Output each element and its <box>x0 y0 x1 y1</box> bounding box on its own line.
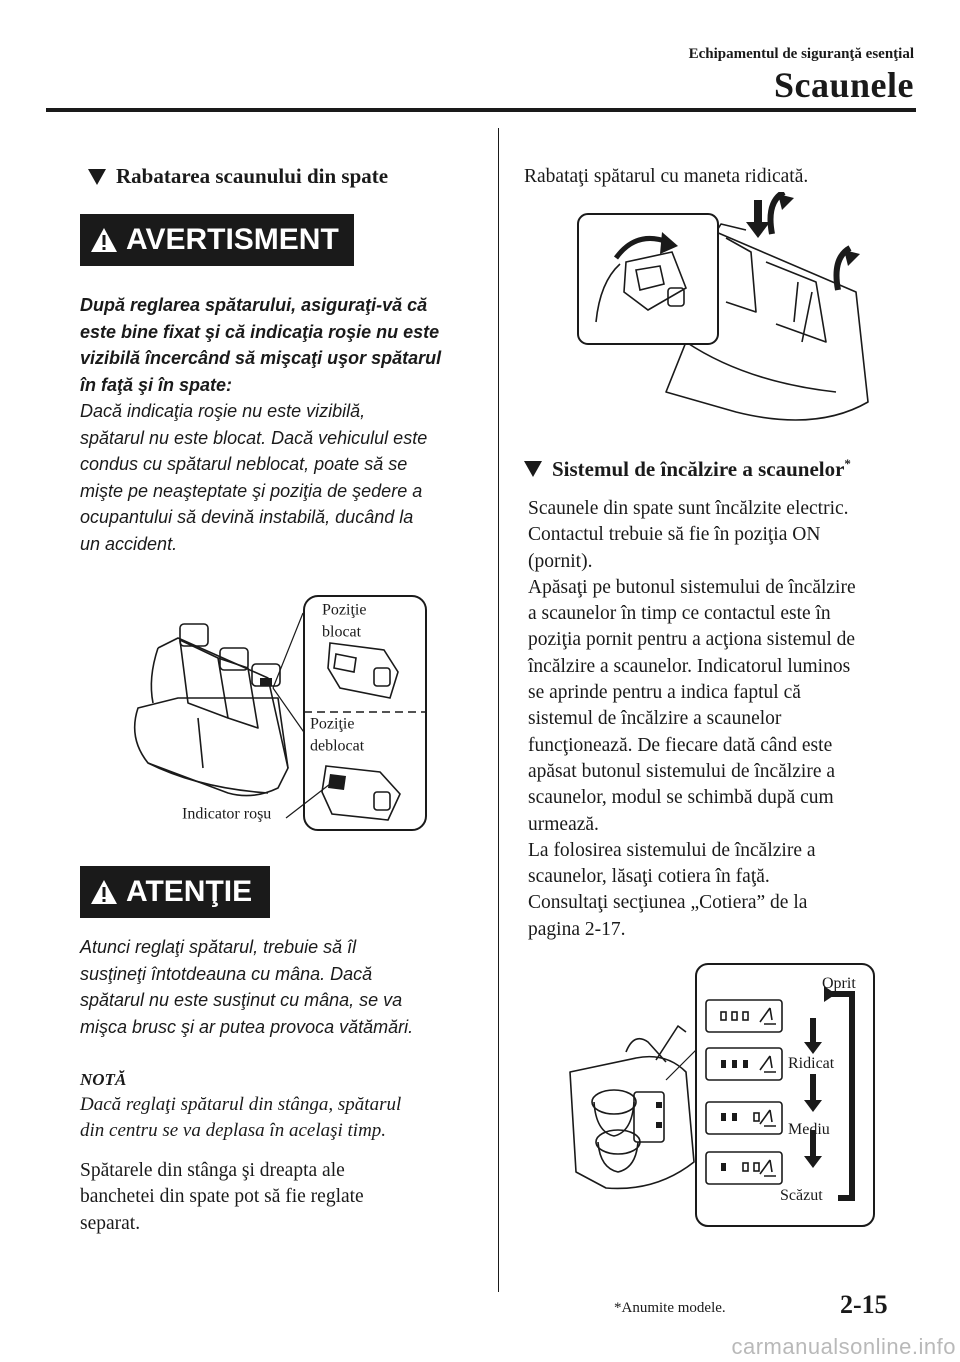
caution-line: Atunci reglaţi spătarul, trebuie să îl <box>80 937 357 957</box>
unlocked-label-line-2: deblocat <box>310 737 365 755</box>
section-heading-fold <box>88 164 388 189</box>
page-title: Scaunele <box>773 65 914 105</box>
note-label: NOTĂ <box>80 1070 127 1089</box>
paragraph-line: scaunelor, modul se schimbă după cum <box>528 787 834 809</box>
locked-label-line-1: Poziţie <box>322 601 367 619</box>
warning-line: un accident. <box>80 533 178 554</box>
indicator-label: Indicator roşu <box>182 805 272 823</box>
caution-triangle-icon <box>90 879 118 905</box>
warning-line: mişte pe neaşteptate şi poziţia de şedere a <box>80 480 423 501</box>
warning-bold-line: După reglarea spătarului, asiguraţi-vă că <box>80 295 428 315</box>
note-text <box>80 1092 490 1144</box>
warning-bold-line: este bine fixat şi că indicaţia roşie nu este <box>80 321 440 342</box>
paragraph-line: (pornit). <box>528 550 593 572</box>
unlocked-label-line-1: Poziţie <box>310 715 355 733</box>
caution-text <box>80 934 490 1040</box>
seat-heater-figure <box>566 962 878 1230</box>
seatback-lock-figure <box>118 588 438 838</box>
warning-banner <box>80 214 354 266</box>
fold-seatback-figure <box>576 192 878 442</box>
note-line: din centru se va deplasa în acelaşi timp. <box>80 1120 387 1141</box>
note-line: Dacă reglaţi spătarul din stânga, spătarul <box>80 1094 402 1115</box>
paragraph-line: Scaunele din spate sunt încălzite electric. <box>528 498 849 519</box>
paragraph-line: Consultaţi secţiunea „Cotiera” de la <box>528 892 808 914</box>
watermark: carmanualsonline.info <box>731 1334 956 1359</box>
locked-label-line-2: blocat <box>322 623 362 641</box>
warning-triangle-icon <box>90 227 118 253</box>
paragraph-line: pagina 2-17. <box>528 918 626 940</box>
warning-bold-line: vizibilă încercând să mişcaţi uşor spătarul <box>80 348 442 368</box>
fold-instruction: Rabataţi spătarul cu maneta ridicată. <box>524 166 809 187</box>
section-heading-text: Rabatarea scaunului din spate <box>116 164 389 188</box>
paragraph-line: La folosirea sistemului de încălzire a <box>528 839 816 861</box>
paragraph-line: poziţia pornit pentru a acţiona sistemul de <box>528 629 856 651</box>
paragraph-line: urmează. <box>528 813 599 835</box>
caution-label: ATENŢIE <box>126 875 253 908</box>
paragraph-line: se aprinde pentru a indica faptul că <box>528 682 801 704</box>
paragraph-line: încălzire a scaunelor. Indicatorul luminos <box>528 655 851 677</box>
section-heading-heater <box>524 456 851 482</box>
paragraph-line: apăsat butonul sistemului de încălzire a <box>528 760 836 782</box>
paragraph-line: banchetei din spate pot să fie reglate <box>80 1186 364 1208</box>
warning-bold-line: în faţă şi în spate: <box>80 374 233 395</box>
page-number: 2-15 <box>840 1290 888 1319</box>
caution-line: mişca brusc şi ar putea provoca vătămări. <box>80 1016 414 1037</box>
paragraph-line: Apăsaţi pe butonul sistemului de încălzire <box>528 576 856 598</box>
header-rule <box>46 108 916 112</box>
footnote: *Anumite modele. <box>614 1300 726 1316</box>
section-heading-text: Sistemul de încălzire a scaunelor* <box>552 456 851 481</box>
mode-label-off: Oprit <box>822 975 856 992</box>
paragraph-line: a scaunelor în timp ce contactul este în <box>528 603 831 625</box>
paragraph-line: Contactul trebuie să fie în poziţia ON <box>528 524 821 546</box>
mode-label-low: Scăzut <box>780 1187 823 1204</box>
paragraph-line: Spătarele din stânga şi dreapta ale <box>80 1160 345 1181</box>
column-divider <box>498 128 499 1292</box>
heading-triangle-icon <box>524 461 542 477</box>
heading-triangle-icon <box>88 169 106 185</box>
warning-label: AVERTISMENT <box>126 223 339 256</box>
footnote-mark: * <box>844 456 851 471</box>
caution-line: susţineţi întotdeauna cu mâna. Dacă <box>80 963 373 984</box>
paragraph-line: scaunelor, lăsaţi cotiera în faţă. <box>528 866 770 888</box>
running-header: Echipamentul de siguranţă esenţial <box>688 46 914 62</box>
mode-label-medium: Mediu <box>788 1121 830 1138</box>
warning-line: spătarul nu este blocat. Dacă vehiculul este <box>80 427 428 448</box>
caution-line: spătarul nu este susţinut cu mâna, se va <box>80 990 403 1010</box>
paragraph-line: separat. <box>80 1212 141 1234</box>
warning-text <box>80 398 490 557</box>
warning-bold-text <box>80 292 480 398</box>
mode-label-high: Ridicat <box>788 1055 835 1072</box>
paragraph-line: funcţionează. De fiecare dată când este <box>528 734 833 756</box>
warning-line: ocupantului să devină instabilă, ducând la <box>80 507 414 527</box>
heater-paragraph <box>528 496 928 943</box>
left-paragraph <box>80 1158 490 1237</box>
paragraph-line: sistemul de încălzire a scaunelor <box>528 708 782 730</box>
caution-banner <box>80 866 270 918</box>
warning-line: condus cu spătarul neblocat, poate să se <box>80 454 408 474</box>
warning-line: Dacă indicaţia roşie nu este vizibilă, <box>80 401 366 421</box>
